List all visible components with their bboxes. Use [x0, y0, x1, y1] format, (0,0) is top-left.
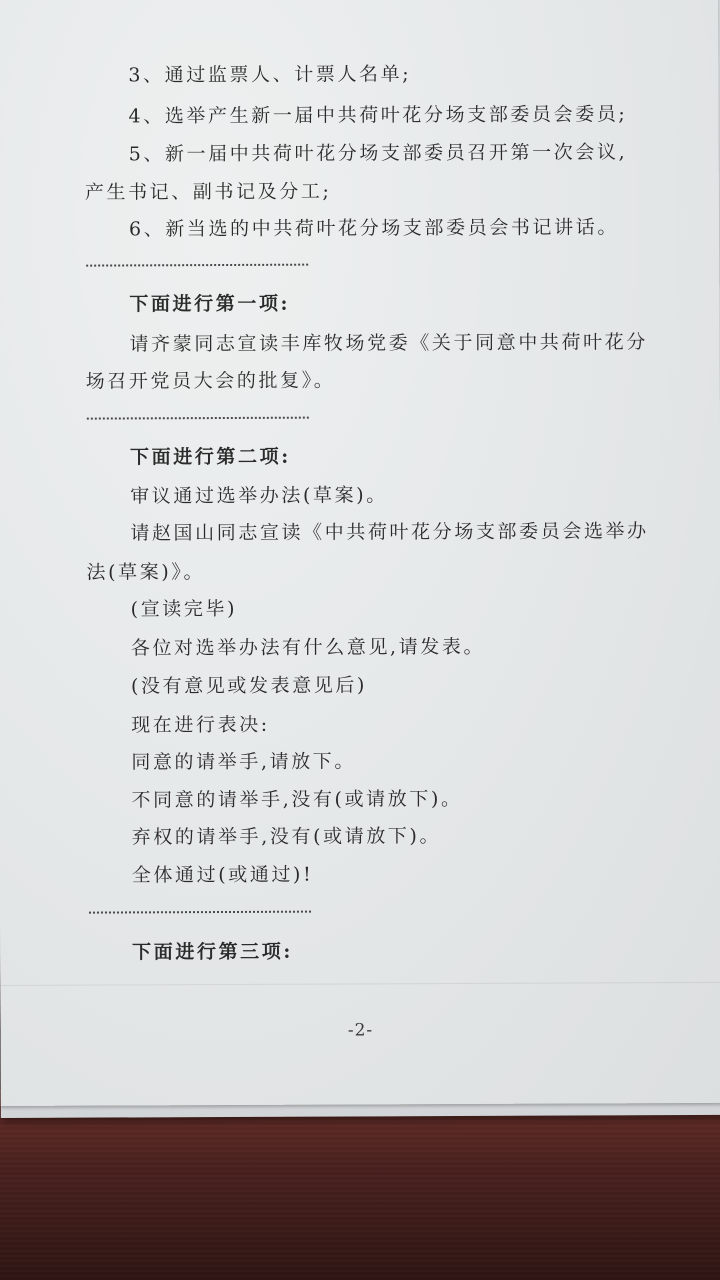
section-2-line-7: 现在进行表决:	[131, 713, 270, 737]
agenda-item-6: 6、新当选的中共荷叶花分场支部委员会书记讲话。	[128, 216, 619, 241]
section-1-line-1: 请齐蒙同志宣读丰库牧场党委《关于同意中共荷叶花分	[129, 331, 648, 356]
section-heading-1: 下面进行第一项:	[129, 292, 291, 316]
agenda-item-5: 5、新一届中共荷叶花分场支部委员召开第一次会议,	[128, 141, 628, 166]
section-2-line-4: (宣读完毕)	[130, 597, 238, 621]
section-heading-3: 下面进行第三项:	[132, 940, 294, 964]
section-heading-2: 下面进行第二项:	[129, 445, 291, 469]
table-surface	[0, 1090, 720, 1280]
section-2-line-1: 审议通过选举办法(草案)。	[130, 484, 388, 508]
section-2-line-11: 全体通过(或通过)!	[131, 863, 314, 887]
agenda-item-3: 3、通过监票人、计票人名单;	[128, 63, 412, 87]
section-2-line-6: (没有意见或发表意见后)	[130, 674, 368, 698]
section-2-line-2: 请赵国山同志宣读《中共荷叶花分场支部委员会选举办	[130, 520, 649, 545]
page-number: -2-	[347, 1020, 374, 1041]
dotted-separator	[89, 911, 311, 914]
section-2-line-8: 同意的请举手,请放下。	[131, 750, 357, 774]
section-2-line-5: 各位对选举办法有什么意见,请发表。	[130, 635, 486, 660]
dotted-separator	[87, 417, 309, 420]
section-2-line-3: 法(草案)》。	[86, 561, 206, 584]
section-2-line-10: 弃权的请举手,没有(或请放下)。	[131, 825, 442, 849]
agenda-item-4: 4、选举产生新一届中共荷叶花分场支部委员会委员;	[128, 103, 628, 128]
section-1-line-2: 场召开党员大会的批复》。	[85, 369, 336, 393]
dotted-separator	[86, 264, 308, 267]
section-2-line-9: 不同意的请举手,没有(或请放下)。	[131, 787, 463, 812]
agenda-item-5-continued: 产生书记、副书记及分工;	[84, 180, 332, 204]
